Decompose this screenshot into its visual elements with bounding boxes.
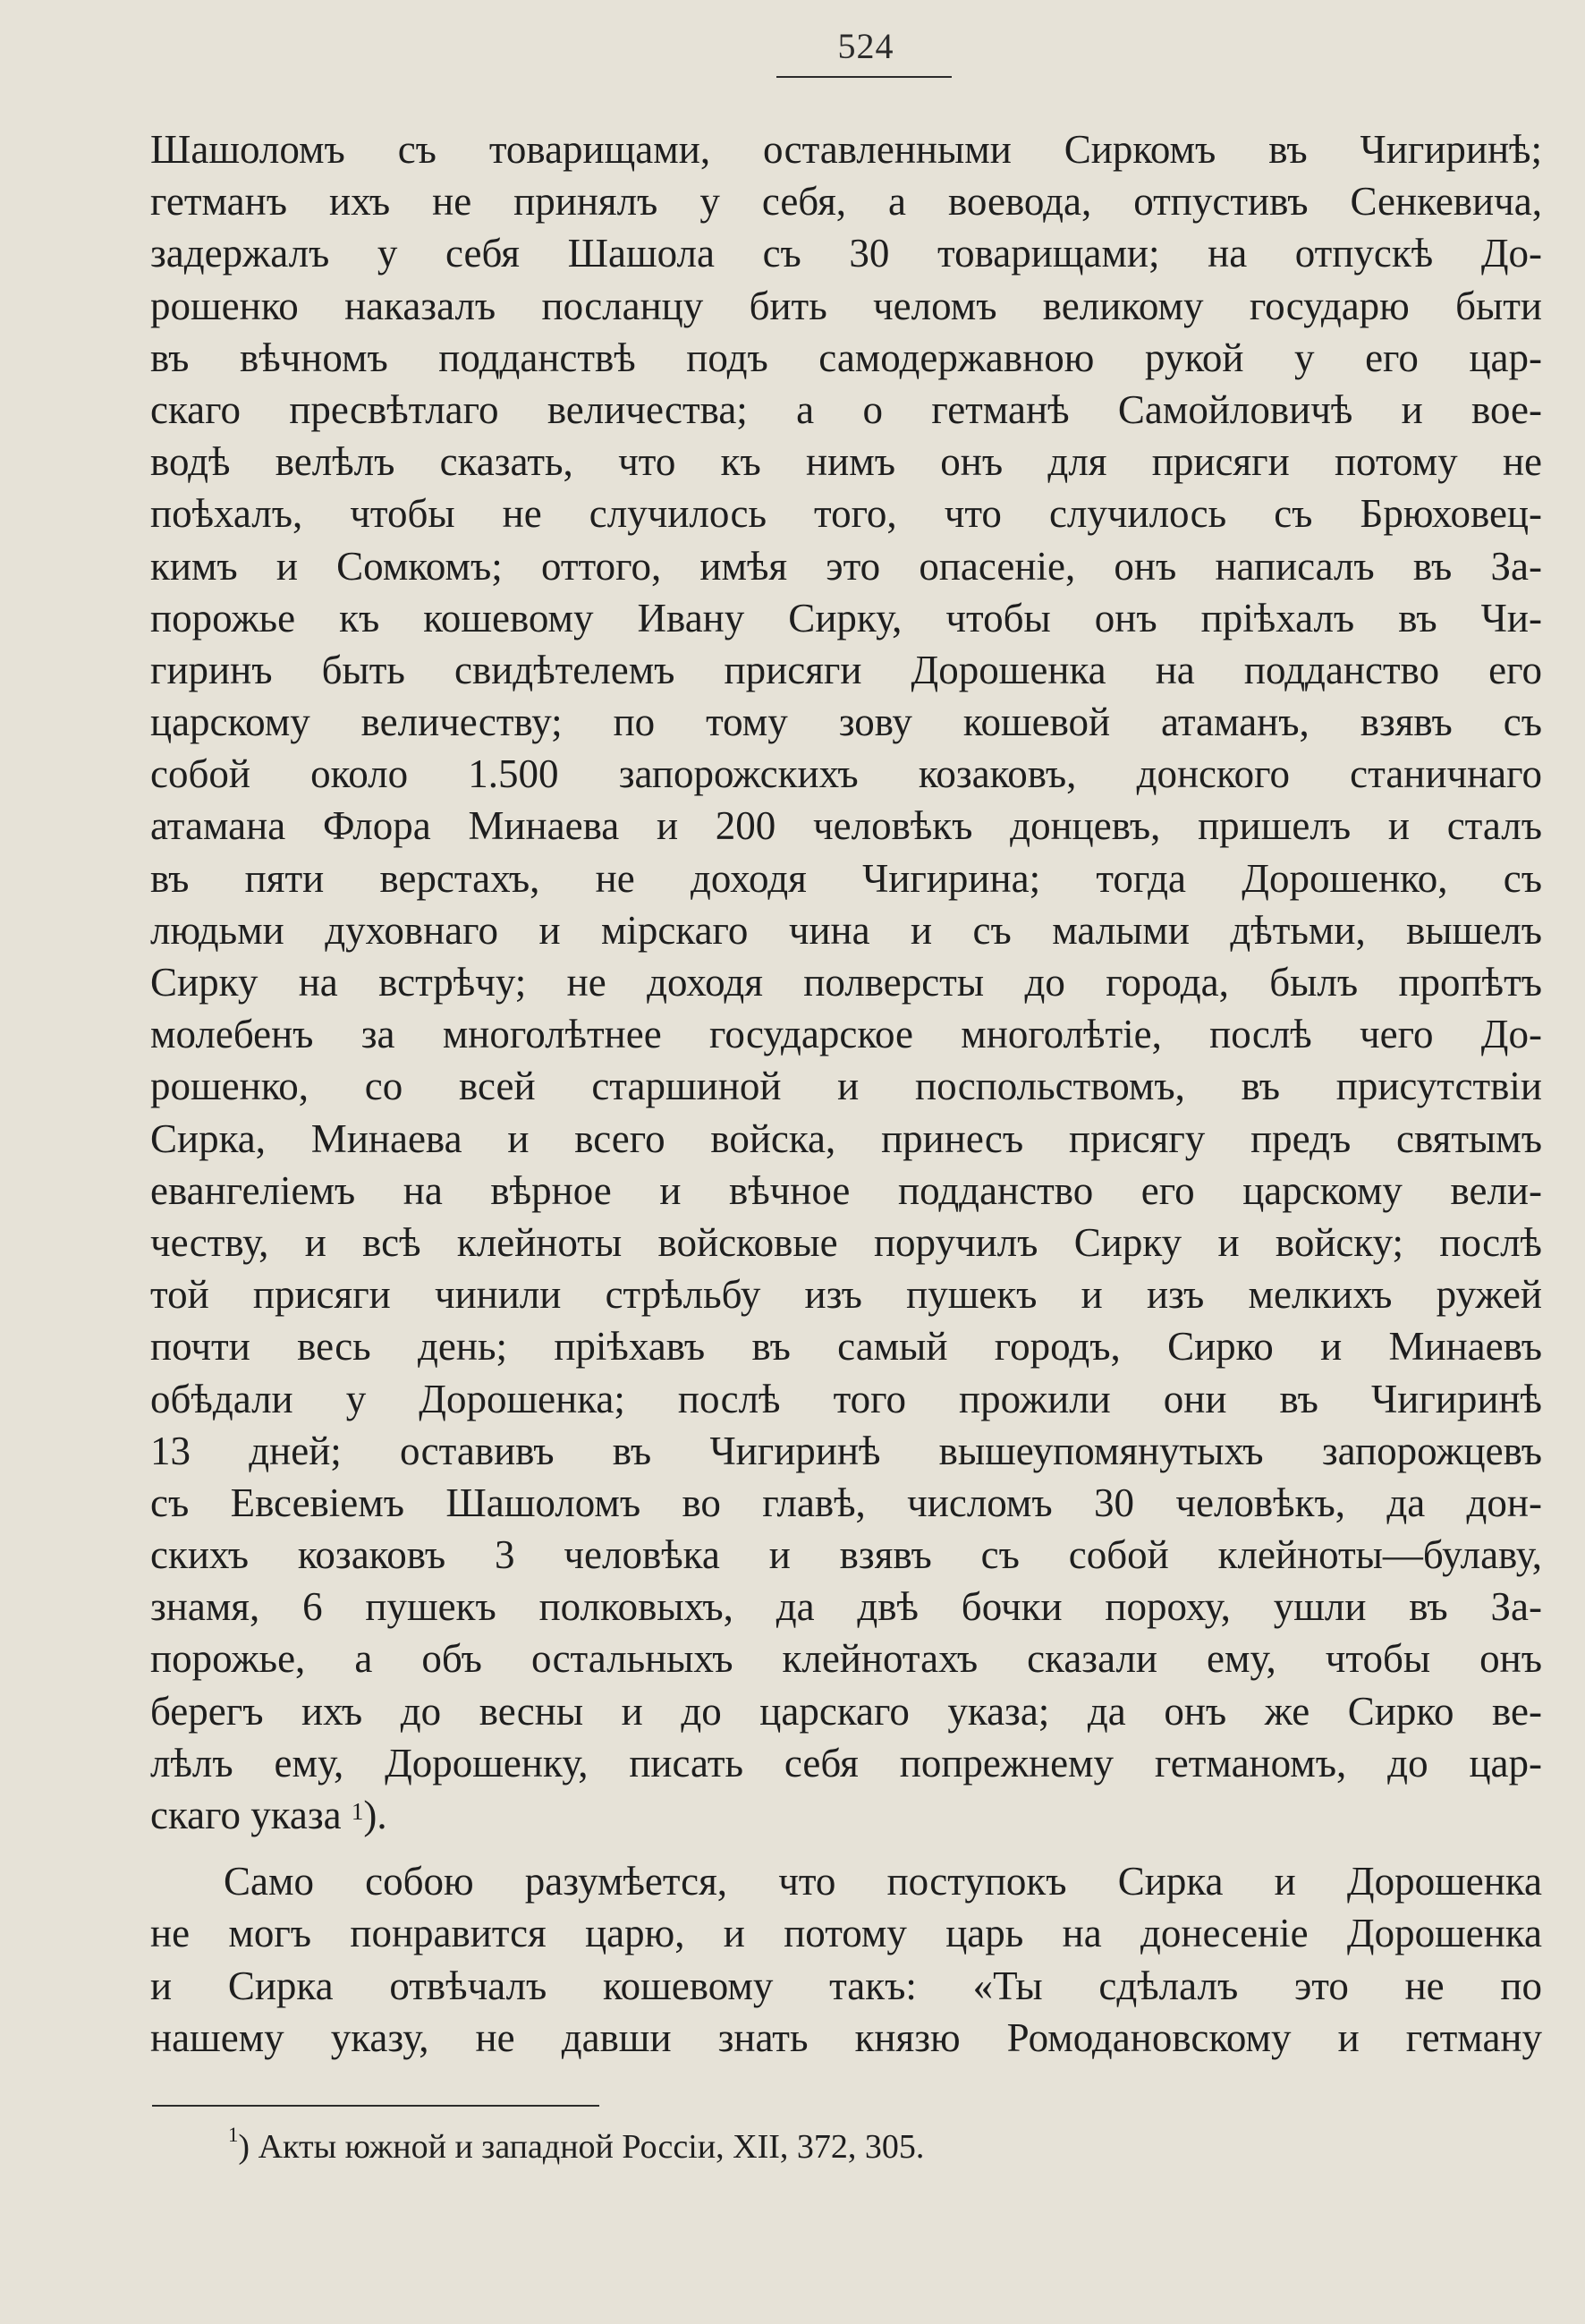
text-line: въ пяти верстахъ, не доходя Чигирина; тогда Дорошенко, съ [150, 855, 1542, 901]
text-fragment: скаго указа [150, 1793, 342, 1837]
text-line: задержалъ у себя Шашола съ 30 товарищами; на отпускѣ До- [150, 231, 1542, 276]
text-line: Сирка, Минаева и всего войска, принесъ присягу предъ святымъ [150, 1115, 1542, 1161]
footnote-reference[interactable]: 1 [351, 1798, 364, 1825]
text-line: обѣдали у Дорошенка; послѣ того прожили они въ Чигиринѣ [150, 1376, 1542, 1421]
text-line: собой около 1.500 запорожскихъ козаковъ, донского станичнаго [150, 751, 1542, 797]
footnote-divider [152, 2105, 599, 2107]
text-fragment: ). [363, 1793, 387, 1837]
text-line: съ Евсевіемъ Шашоломъ во главѣ, числомъ 30 человѣкъ, да дон- [150, 1480, 1542, 1525]
text-line: лѣлъ ему, Дорошенку, писать себя попрежнему гетманомъ, до цар- [150, 1740, 1542, 1785]
text-line: знамя, 6 пушекъ полковыхъ, да двѣ бочки пороху, ушли въ За- [150, 1584, 1542, 1630]
text-line: не могъ понравится царю, и потому царь на донесеніе Дорошенка [150, 1911, 1542, 1956]
text-line: и Сирка отвѣчалъ кошевому такъ: «Ты сдѣлалъ это не по [150, 1963, 1542, 2008]
text-line: молебенъ за многолѣтнее государское многолѣтіе, послѣ чего До- [150, 1012, 1542, 1057]
text-line: Сирку на встрѣчу; не доходя полверсты до города, былъ пропѣтъ [150, 960, 1542, 1005]
footnote-mark: 1 [228, 2124, 239, 2146]
text-line: кимъ и Сомкомъ; оттого, имѣя это опасеніе, онъ написалъ въ За- [150, 543, 1542, 589]
text-line: рошенко, со всей старшиной и поспольствомъ, въ присутствіи [150, 1064, 1542, 1109]
text-line: въ вѣчномъ подданствѣ подъ самодержавною рукой у его цар- [150, 335, 1542, 380]
page-number-underline [776, 76, 952, 78]
footnote-paren: ) [238, 2128, 250, 2166]
text-line: царскому величеству; по тому зову кошевой атаманъ, взявъ съ [150, 700, 1542, 745]
text-line: 13 дней; оставивъ въ Чигиринѣ вышеупомянутыхъ запорожцевъ [150, 1428, 1542, 1473]
text-line-last [150, 1789, 1542, 1841]
text-line: евангеліемъ на вѣрное и вѣчное подданство его царскому вели- [150, 1167, 1542, 1213]
footnote-text: Акты южной и западной Россіи, XII, 372, 305. [250, 2128, 925, 2166]
text-line: порожье, а объ остальныхъ клейнотахъ сказали ему, чтобы онъ [150, 1636, 1542, 1682]
text-line: порожье къ кошевому Ивану Сирку, чтобы онъ пріѣхалъ въ Чи- [150, 595, 1542, 640]
paragraph-1 [150, 123, 1542, 1841]
text-line: той присяги чинили стрѣльбу изъ пушекъ и изъ мелкихъ ружей [150, 1272, 1542, 1318]
page-number: 524 [837, 26, 894, 66]
text-line: гетманъ ихъ не принялъ у себя, а воевода, отпустивъ Сенкевича, [150, 179, 1542, 225]
body-text [150, 123, 1542, 2064]
text-line: берегъ ихъ до весны и до царскаго указа; да онъ же Сирко ве- [150, 1688, 1542, 1734]
text-line: поѣхалъ, чтобы не случилось того, что случилось съ Брюховец- [150, 491, 1542, 537]
paragraph-spacer [150, 1841, 1542, 1855]
text-line: честву, и всѣ клейноты войсковые поручилъ Сирку и войску; послѣ [150, 1219, 1542, 1265]
text-line: атамана Флора Минаева и 200 человѣкъ донцевъ, пришелъ и сталъ [150, 803, 1542, 849]
text-line: Само собою разумѣется, что поступокъ Сирка и Дорошенка [224, 1859, 1542, 1904]
text-line: Шашоломъ съ товарищами, оставленными Сиркомъ въ Чигиринѣ; [150, 127, 1542, 172]
footnote [228, 2124, 925, 2167]
text-line: нашему указу, не давши знать князю Ромодановскому и гетману [150, 2014, 1542, 2060]
text-line: гиринъ быть свидѣтелемъ присяги Дорошенка на подданство его [150, 647, 1542, 692]
text-line: водѣ велѣлъ сказать, что къ нимъ онъ для присяги потому не [150, 439, 1542, 485]
text-line: людьми духовнаго и мірскаго чина и съ малыми дѣтьми, вышелъ [150, 907, 1542, 953]
text-line: почти весь день; пріѣхавъ въ самый городъ, Сирко и Минаевъ [150, 1324, 1542, 1370]
text-line: скаго пресвѣтлаго величества; а о гетманѣ Самойловичѣ и вое- [150, 386, 1542, 432]
text-line: скихъ козаковъ 3 человѣка и взявъ съ собой клейноты—булаву, [150, 1532, 1542, 1578]
text-line: рошенко наказалъ посланцу бить челомъ великому государю быти [150, 283, 1542, 328]
paragraph-2 [150, 1855, 1542, 2064]
